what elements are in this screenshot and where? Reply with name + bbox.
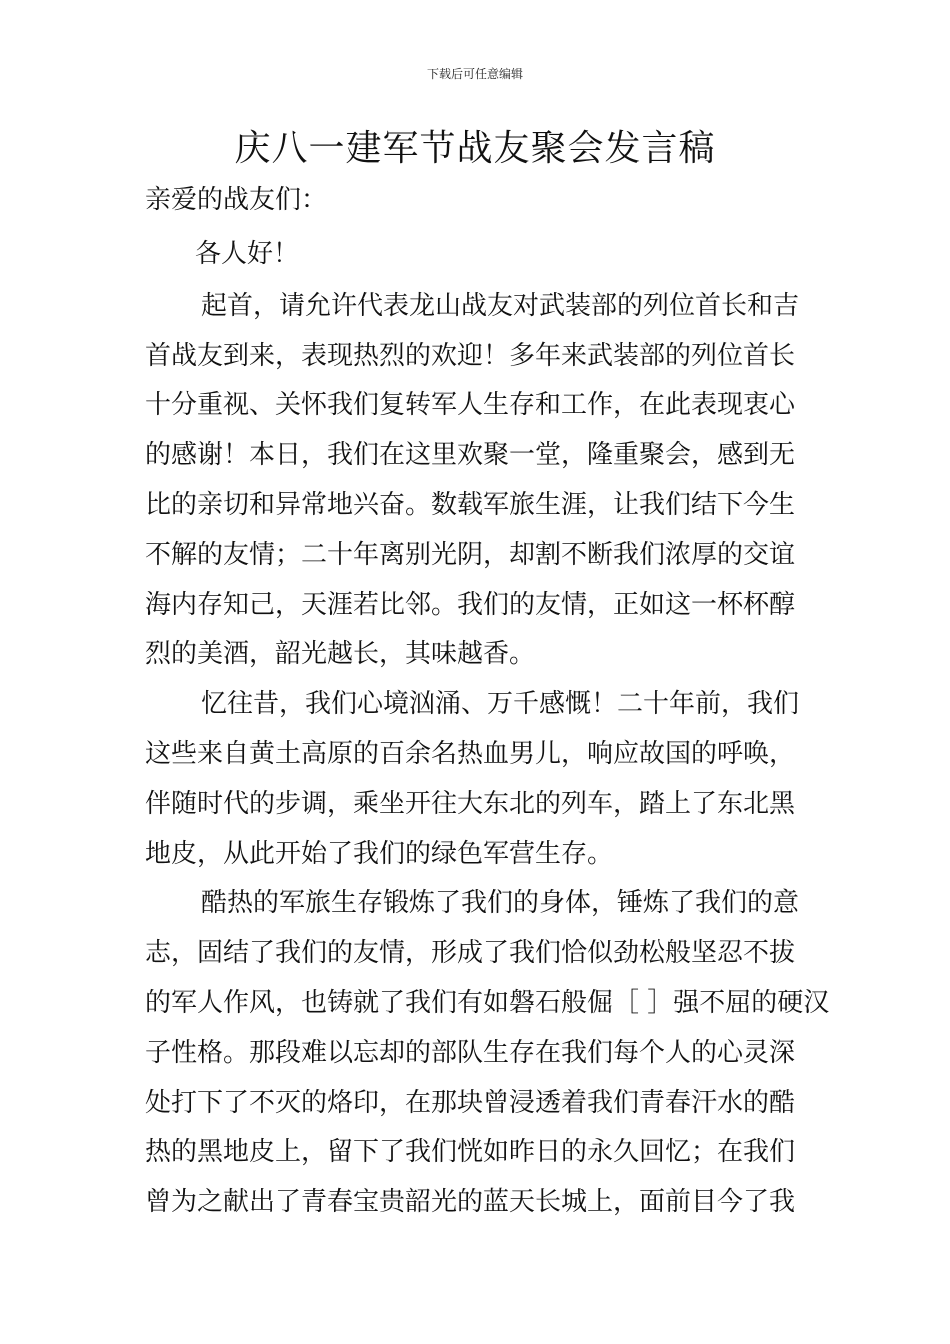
paragraph-line: 地皮，从此开始了我们的绿色军营生存。 — [145, 838, 614, 869]
document-title: 庆八一建军节战友聚会发言稿 — [234, 128, 716, 169]
paragraph-line: 伴随时代的步调，乘坐开往大东北的列车，踏上了东北黑 — [145, 788, 796, 819]
paragraph-line: 的感谢！本日，我们在这里欢聚一堂，隆重聚会，感到无 — [145, 440, 796, 471]
paragraph-line: 子性格。那段难以忘却的部队生存在我们每个人的心灵深 — [145, 1037, 796, 1068]
salutation: 亲爱的战友们： — [145, 185, 328, 215]
paragraph-line: 处打下了不灭的烙印，在那块曾浸透着我们青春汗水的酷 — [145, 1087, 796, 1118]
document-body — [145, 176, 830, 1228]
header-note: 下载后可任意编辑 — [426, 67, 523, 81]
paragraph-line: 志，固结了我们的友情，形成了我们恰似劲松般坚忍不拔 — [145, 938, 796, 969]
paragraph-line: 烈的美酒，韶光越长，其味越香。 — [145, 639, 536, 670]
paragraph-line: 不解的友情；二十年离别光阴，却割不断我们浓厚的交谊 — [145, 539, 796, 570]
paragraph-line: 海内存知己，天涯若比邻。我们的友情，正如这一杯杯醇 — [145, 589, 796, 620]
paragraph-line: 起首，请允许代表龙山战友对武装部的列位首长和吉 — [201, 290, 800, 321]
paragraph-line: 这些来自黄土高原的百余名热血男儿，响应故国的呼唤， — [145, 738, 796, 769]
paragraph-3 — [145, 879, 830, 1228]
paragraph-line: 十分重视、关怀我们复转军人生存和工作，在此表现衷心 — [145, 390, 796, 421]
paragraph-line: 的军人作风，也铸就了我们有如磐石般倔［ ］强不屈的硬汉 — [145, 987, 830, 1018]
paragraph-line: 酷热的军旅生存锻炼了我们的身体，锤炼了我们的意 — [201, 888, 800, 919]
paragraph-line: 忆往昔，我们心境汹涌、万千感慨！二十年前，我们 — [201, 689, 800, 720]
paragraph-line: 比的亲切和异常地兴奋。数载军旅生涯，让我们结下今生 — [145, 489, 796, 520]
paragraph-2 — [145, 680, 809, 879]
greeting: 各人好！ — [195, 238, 300, 269]
paragraph-line: 首战友到来，表现热烈的欢迎！多年来武装部的列位首长 — [145, 340, 796, 371]
paragraph-line: 热的黑地皮上，留下了我们恍如昨日的永久回忆；在我们 — [145, 1137, 796, 1168]
paragraph-1 — [145, 282, 809, 680]
paragraph-line: 曾为之献出了青春宝贵韶光的蓝天长城上，面前目今了我 — [145, 1187, 796, 1218]
